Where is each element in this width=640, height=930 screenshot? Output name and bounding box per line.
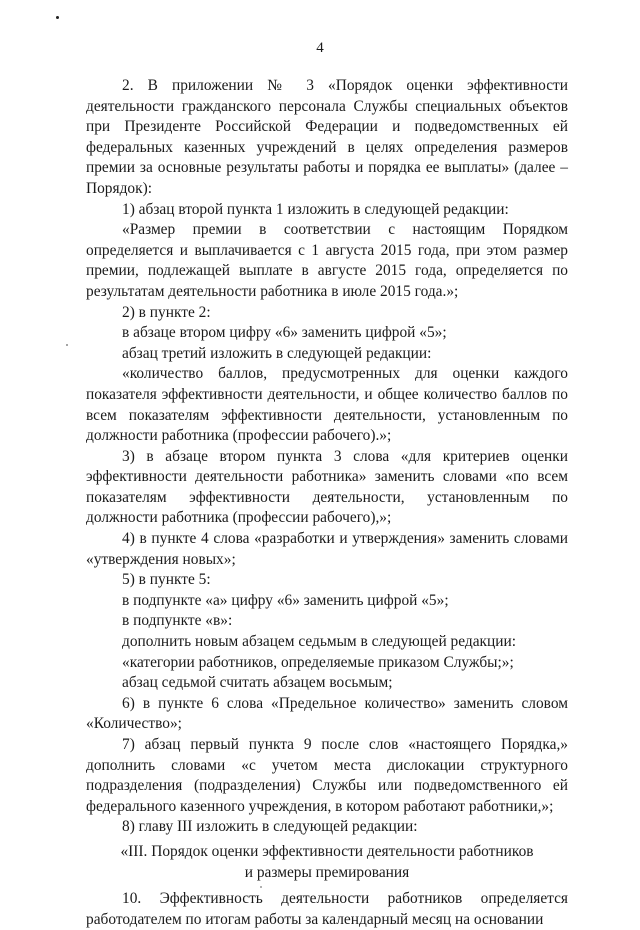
paragraph: дополнить новым абзацем седьмым в следующей редакции: [122,633,517,651]
document-body [86,76,568,930]
paragraph: 3) в абзаце втором пункта 3 слова «для критериев оценки эффективности деятельности работника» заменить словами «по всем показателям эффективности деятельности, установленным по должности работника (профессии рабочего),»; [86,447,568,527]
paragraph: в подпункте «а» цифру «6» заменить цифрой «5»; [122,591,449,609]
paragraph: 6) в пункте 6 слова «Предельное количество» заменить словом «Количество»; [86,694,568,733]
chapter-heading: и размеры премирования [244,863,410,881]
paragraph: 2. В приложении № 3 «Порядок оценки эффективности деятельности гражданского персонала Службы специальных объектов при Президенте Российской Федерации и подведомственных ей федеральных казенных учреждений в целях определения размеров премии за основные результаты работы и порядка ее выплаты» (далее – Порядок): [86,77,568,197]
paragraph: 2) в пункте 2: [122,303,211,321]
paragraph: 4) в пункте 4 слова «разработки и утверждения» заменить словами «утверждения новых»; [86,530,568,568]
paragraph: «категории работников, определяемые приказом Службы;»; [122,653,514,671]
chapter-heading: «III. Порядок оценки эффективности деятельности работников [120,842,534,860]
paragraph: 7) абзац первый пункта 9 после слов «настоящего Порядка,» дополнить словами «с учетом места дислокации структурного подразделения (подразделения) Службы или подведомственного ей федерального казенного учреждения, в котором работают работники,»; [86,736,568,815]
paragraph: «Размер премии в соответствии с настоящим Порядком определяется и выплачивается с 1 августа 2015 года, при этом размер премии, подлежащей выплате в августе 2015 года, определяется по результатам деятельности работника в июле 2015 года.»; [86,221,568,300]
scan-speck [56,16,59,19]
paragraph: 1) абзац второй пункта 1 изложить в следующей редакции: [122,200,509,218]
paragraph: 10. Эффективность деятельности работников определяется работодателем по итогам работы за календарный месяц на основании [86,890,568,928]
scan-speck [66,344,68,346]
paragraph: в абзаце втором цифру «6» заменить цифрой «5»; [122,324,447,342]
paragraph: абзац седьмой считать абзацем восьмым; [122,674,393,692]
page-number: 4 [316,40,324,56]
paragraph: в подпункте «в»: [122,612,233,630]
paragraph: 5) в пункте 5: [122,571,211,589]
paragraph: «количество баллов, предусмотренных для оценки каждого показателя эффективности деятельности, и общее количество баллов по всем показателям эффективности деятельности, установленным по должности работника (профессии рабочего).»; [86,365,568,445]
paragraph: абзац третий изложить в следующей редакции: [122,344,432,362]
paragraph: 8) главу III изложить в следующей редакции: [122,818,418,836]
